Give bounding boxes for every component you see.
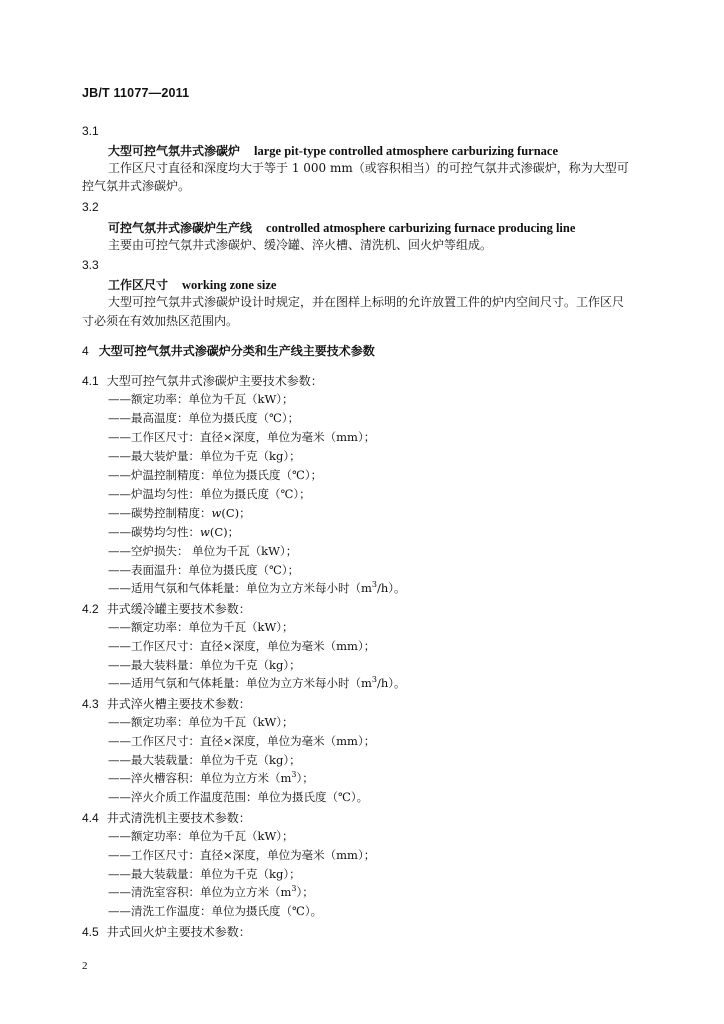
list-item-text: ——适用气氛和气体耗量：单位为立方米每小时（m	[108, 676, 372, 690]
unit-tail: /h）。	[377, 581, 406, 595]
clause-4-5-heading	[82, 923, 251, 940]
list-item-text: ——适用气氛和气体耗量：单位为立方米每小时（m	[108, 581, 372, 595]
list-item: ——工作区尺寸：直径×深度，单位为毫米（mm）；	[108, 430, 376, 444]
carbon-notation: (C)；	[209, 525, 240, 539]
superscript: 3	[371, 580, 377, 590]
mass-fraction-symbol: w	[200, 525, 210, 539]
section-4-title: 大型可控气氛井式渗碳炉分类和生产线主要技术参数	[98, 344, 375, 358]
list-item	[108, 580, 406, 596]
unit-tail: ）；	[296, 771, 314, 785]
unit-tail: ）；	[296, 885, 314, 899]
clause-3-1-number: 3.1	[82, 124, 99, 138]
list-item	[108, 770, 314, 786]
term-english: large pit-type controlled atmosphere carburizing furnace	[254, 144, 559, 158]
clause-4-5-number: 4.5	[82, 925, 99, 939]
clause-3-2-number: 3.2	[82, 200, 99, 214]
clause-4-4-number: 4.4	[82, 811, 99, 825]
superscript: 3	[371, 675, 377, 685]
clause-4-3-heading	[82, 695, 251, 712]
superscript: 3	[291, 884, 297, 894]
list-item: ——工作区尺寸：直径×深度，单位为毫米（mm）；	[108, 734, 376, 748]
clause-3-2-term	[108, 219, 575, 236]
clause-3-1-term	[108, 142, 558, 159]
list-item: ——炉温控制精度：单位为摄氏度（℃）；	[108, 468, 323, 482]
list-item-text: ——碳势均匀性：	[108, 525, 200, 539]
list-item: ——淬火介质工作温度范围：单位为摄氏度（℃）。	[108, 790, 369, 804]
clause-3-3-term	[108, 276, 276, 293]
list-item: ——工作区尺寸：直径×深度，单位为毫米（mm）；	[108, 639, 376, 653]
clause-4-3-number: 4.3	[82, 697, 99, 711]
list-item: ——工作区尺寸：直径×深度，单位为毫米（mm）；	[108, 848, 376, 862]
clause-3-1-definition-line1: 工作区尺寸直径和深度均大于等于 1 000 mm（或容积相当）的可控气氛井式渗碳炉，称为大型可	[108, 161, 629, 175]
list-item: ——额定功率：单位为千瓦（kW）；	[108, 620, 294, 634]
list-item: ——额定功率：单位为千瓦（kW）；	[108, 392, 294, 406]
clause-3-1-definition-line2: 控气氛井式渗碳炉。	[82, 179, 191, 193]
section-4-heading	[82, 342, 375, 359]
clause-4-4-title: 井式清洗机主要技术参数：	[106, 811, 251, 825]
list-item-text: ——碳势控制精度：	[108, 506, 212, 520]
clause-4-2-heading	[82, 600, 251, 617]
page-number: 2	[82, 960, 88, 972]
list-item: ——炉温均匀性：单位为摄氏度（℃）；	[108, 487, 311, 501]
clause-3-3-definition-line2: 寸必须在有效加热区范围内。	[82, 314, 239, 328]
unit-tail: /h）。	[377, 676, 406, 690]
list-item	[108, 524, 239, 540]
clause-3-3-definition-line1: 大型可控气氛井式渗碳炉设计时规定，并在图样上标明的允许放置工件的炉内空间尺寸。工作区尺	[108, 295, 625, 309]
list-item: ——额定功率：单位为千瓦（kW）；	[108, 715, 294, 729]
list-item-text: ——淬火槽容积：单位为立方米（m	[108, 771, 292, 785]
list-item	[108, 884, 314, 900]
term-english: controlled atmosphere carburizing furnace producing line	[266, 221, 576, 235]
clause-4-1-number: 4.1	[82, 374, 99, 388]
list-item: ——最大装炉量：单位为千克（kg）；	[108, 449, 301, 463]
term-chinese: 工作区尺寸	[108, 278, 169, 292]
clause-4-4-heading	[82, 809, 251, 826]
superscript: 3	[291, 770, 297, 780]
clause-4-3-title: 井式淬火槽主要技术参数：	[106, 697, 251, 711]
list-item	[108, 675, 406, 691]
list-item: ——表面温升：单位为摄氏度（℃）；	[108, 563, 300, 577]
clause-3-3-number: 3.3	[82, 258, 99, 272]
list-item-text: ——清洗室容积：单位为立方米（m	[108, 885, 292, 899]
term-chinese: 大型可控气氛井式渗碳炉	[108, 144, 241, 158]
term-chinese: 可控气氛井式渗碳炉生产线	[108, 221, 253, 235]
clause-4-1-heading	[82, 372, 323, 389]
list-item: ——清洗工作温度：单位为摄氏度（℃）。	[108, 904, 323, 918]
clause-4-2-number: 4.2	[82, 602, 99, 616]
list-item: ——最高温度：单位为摄氏度（℃）；	[108, 411, 300, 425]
clause-4-2-title: 井式缓冷罐主要技术参数：	[106, 602, 251, 616]
list-item: ——最大装载量：单位为千克（kg）；	[108, 867, 301, 881]
list-item: ——空炉损失： 单位为千瓦（kW）；	[108, 544, 298, 558]
mass-fraction-symbol: w	[211, 506, 222, 520]
section-4-number: 4	[82, 344, 89, 358]
clause-3-2-definition: 主要由可控气氛井式渗碳炉、缓冷罐、淬火槽、清洗机、回火炉等组成。	[108, 238, 493, 252]
list-item	[108, 505, 251, 521]
clause-4-1-title: 大型可控气氛井式渗碳炉主要技术参数：	[106, 374, 323, 388]
carbon-notation: (C)；	[221, 506, 251, 520]
list-item: ——最大装载量：单位为千克（kg）；	[108, 753, 301, 767]
clause-4-5-title: 井式回火炉主要技术参数：	[106, 925, 251, 939]
term-english: working zone size	[182, 278, 277, 292]
list-item: ——最大装料量：单位为千克（kg）；	[108, 658, 301, 672]
list-item: ——额定功率：单位为千瓦（kW）；	[108, 829, 294, 843]
standard-header: JB/T 11077—2011	[82, 86, 190, 100]
